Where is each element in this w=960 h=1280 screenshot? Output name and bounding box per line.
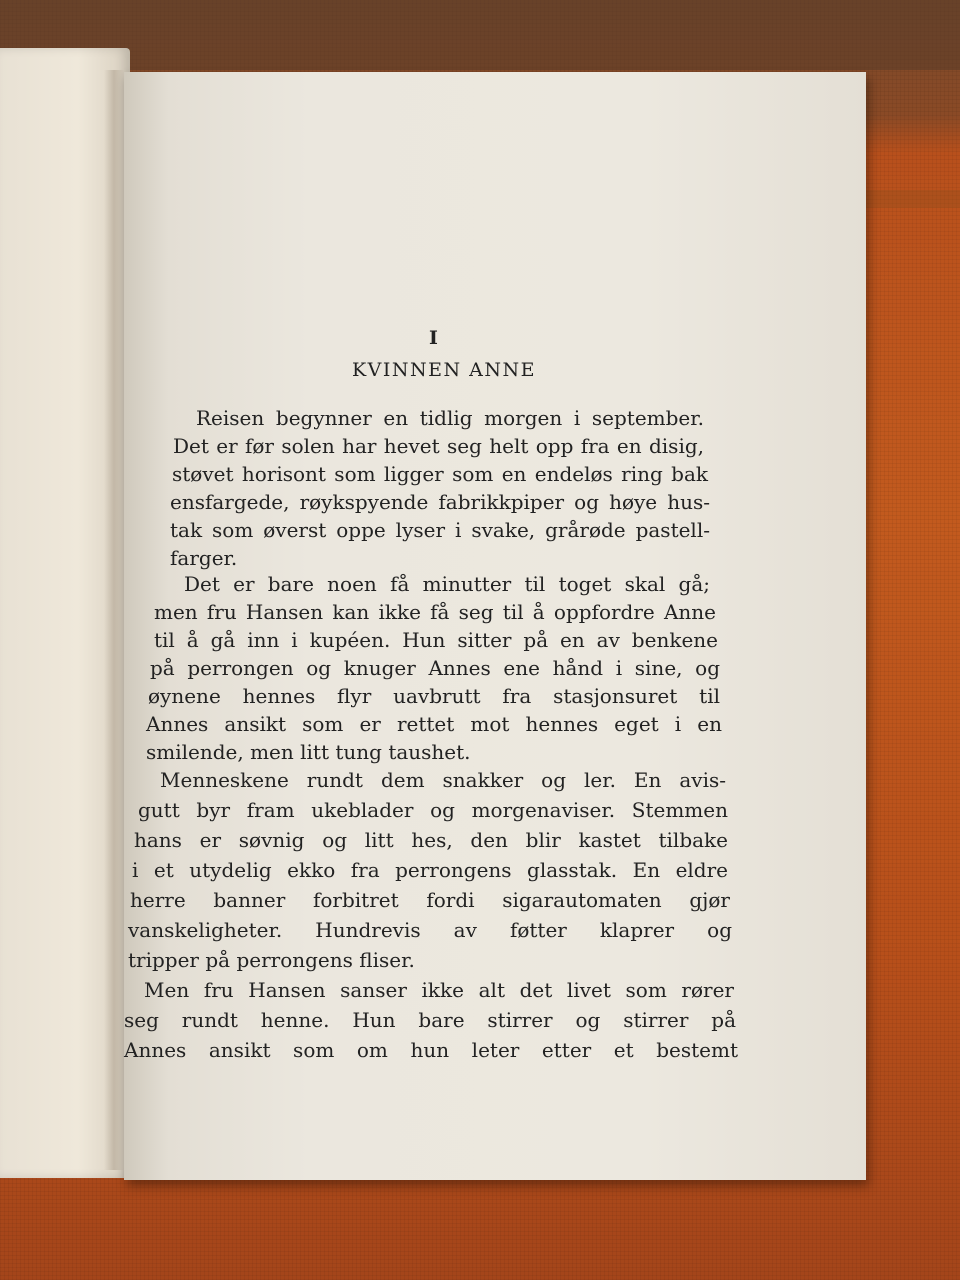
text-line: herre banner forbitret fordi sigarautomaten gjør	[130, 888, 730, 912]
text-line: Det er bare noen få minutter til toget skal gå;	[184, 572, 710, 596]
text-line: hans er søvnig og litt hes, den blir kastet tilbake	[134, 828, 728, 852]
text-line: Reisen begynner en tidlig morgen i september.	[196, 406, 704, 430]
text-line: Menneskene rundt dem snakker og ler. En avis-	[160, 768, 726, 792]
text-line: på perrongen og knuger Annes ene hånd i sine, og	[150, 656, 720, 680]
text-line: ensfargede, røykspyende fabrikkpiper og høye hus-	[170, 490, 710, 514]
text-line: Annes ansikt som er rettet mot hennes eget i en	[146, 712, 722, 736]
text-line: tripper på perrongens fliser.	[128, 948, 415, 972]
text-line: seg rundt henne. Hun bare stirrer og stirrer på	[124, 1008, 736, 1032]
text-line: til å gå inn i kupéen. Hun sitter på en av benkene	[154, 628, 718, 652]
text-line: Men fru Hansen sanser ikke alt det livet som rører	[144, 978, 734, 1002]
text-line: Annes ansikt som om hun leter etter et bestemt	[124, 1038, 738, 1062]
right-page	[124, 72, 866, 1180]
text-line: gutt byr fram ukeblader og morgenaviser. Stemmen	[138, 798, 728, 822]
text-line: støvet horisont som ligger som en endeløs ring bak	[172, 462, 708, 486]
text-line: smilende, men litt tung taushet.	[146, 740, 471, 764]
text-line: øynene hennes flyr uavbrutt fra stasjonsuret til	[148, 684, 720, 708]
text-line: tak som øverst oppe lyser i svake, grårøde pastell-	[170, 518, 710, 542]
text-line: i et utydelig ekko fra perrongens glasstak. En eldre	[132, 858, 728, 882]
book-gutter	[104, 70, 124, 1170]
text-line: vanskeligheter. Hundrevis av føtter klaprer og	[128, 918, 732, 942]
chapter-number: I	[429, 327, 439, 349]
text-line: farger.	[170, 546, 238, 570]
text-line: men fru Hansen kan ikke få seg til å oppfordre Anne	[154, 600, 716, 624]
open-book	[0, 30, 880, 1185]
text-line: Det er før solen har hevet seg helt opp fra en disig,	[173, 434, 704, 458]
chapter-title: KVINNEN ANNE	[351, 359, 537, 381]
page-text	[124, 72, 866, 1180]
